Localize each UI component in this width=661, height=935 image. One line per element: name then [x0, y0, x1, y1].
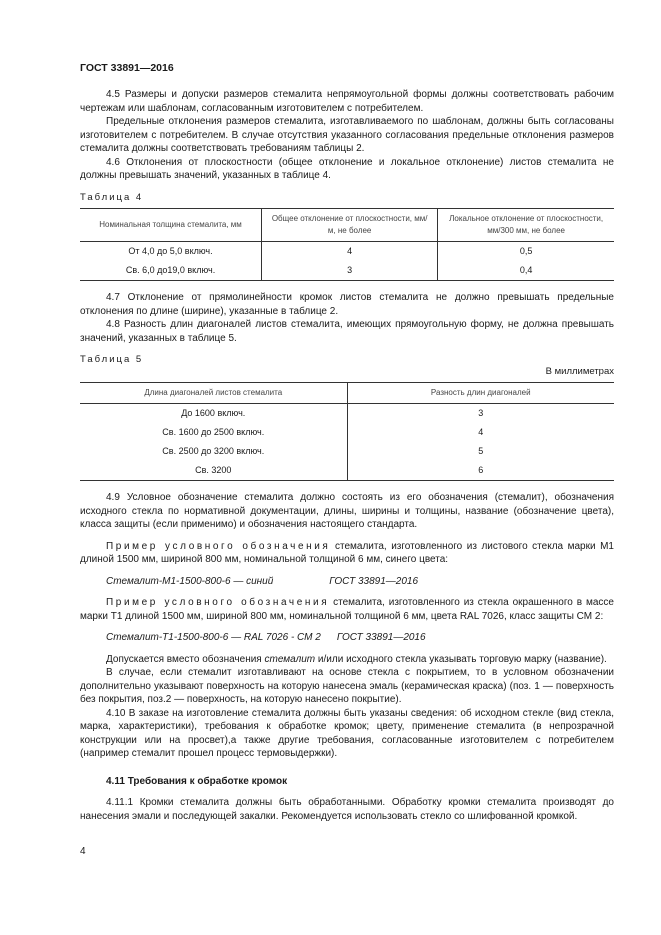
- table-cell: 4: [262, 242, 438, 262]
- example-1-text: стемалита, изготовленного из листового стекла марки М1 длиной 1500 мм, шириной 800 мм, номинальной толщиной 6 мм, синего цвета:: [80, 540, 614, 565]
- standard-header: ГОСТ 33891—2016: [80, 62, 174, 74]
- table-row: [80, 423, 614, 442]
- table-row: [80, 261, 614, 281]
- example-1-designation: Стемалит-М1-1500-800-6 — синий: [106, 575, 274, 587]
- italic-term: стемалит: [264, 653, 316, 665]
- table-cell: 5: [347, 442, 614, 461]
- paragraph-coated-glass: В случае, если стемалит изготавливают на основе стекла с покрытием, то в условном обозначении дополнительно указывают поверхность на которую нанесена эмаль (керамическая краска) (поз. 1 — поверхность без покрытия, поз.2 — поверхность, на которую нанесено покрытие).: [80, 667, 614, 705]
- example-label: Пример условного обозначения: [106, 597, 330, 608]
- example-2-text: стемалита, изготовленного из стекла окрашенного в массе марки Т1 длиной 1500 мм, шириной 800 мм, номинальной толщиной 6 мм, цвета RAL 7026, класс защиты СМ 2:: [80, 597, 614, 622]
- paragraph-4-6: 4.6 Отклонения от плоскостности (общее отклонение и локальное отклонение) листов стемалита не должны превышать значений, указанных в таблице 4.: [80, 156, 614, 181]
- table-4-header: Номинальная толщина стемалита, мм: [80, 209, 262, 242]
- table-cell: Св. 2500 до 3200 включ.: [80, 442, 347, 461]
- table-cell: 6: [347, 461, 614, 481]
- table-cell: 3: [262, 261, 438, 281]
- paragraph-4-5: 4.5 Размеры и допуски размеров стемалита непрямоугольной формы должны соответствовать рабочим чертежам или шаблонам, согласованным изготовителем с потребителем.: [80, 89, 614, 114]
- paragraph-4-9: 4.9 Условное обозначение стемалита должно состоять из его обозначения (стемалит), обозначения исходного стекла по нормативной документации, длины, ширины и толщины, название (обозначение цвета), класса защиты (если применимо) и обозначения настоящего стандарта.: [80, 492, 614, 530]
- table-cell: 4: [347, 423, 614, 442]
- paragraph-4-7: 4.7 Отклонение от прямолинейности кромок листов стемалита не должно превышать предельные отклонения по длине (ширине), указанные в таблице 2.: [80, 292, 614, 317]
- paragraph-4-10: 4.10 В заказе на изготовление стемалита должны быть указаны сведения: об исходном стекле (вид стекла, марка, характеристики), требования к обработке кромок; цвету, применение стемалита (в непрозрачной конструкции или на просвет),а также другие требования, согласованные изготовителем с потребителем (например стемалит прошел процесс термовыдержки).: [80, 707, 614, 759]
- table-5-header: Разность длин диагоналей: [347, 383, 614, 404]
- page-number: 4: [80, 846, 86, 857]
- example-2-designation-line: [80, 631, 614, 645]
- table-row: [80, 461, 614, 481]
- table-4-header: Общее отклонение от плоскостности, мм/м, не более: [262, 209, 438, 242]
- paragraph-text: и/или исходного стекла указывать торговую марку (название).: [315, 653, 607, 665]
- paragraph-4-5-deviations: Предельные отклонения размеров стемалита, изготавливаемого по шаблонам, должны быть согласованы изготовителем с потребителем. В случае отсутствия указанного согласования предельные отклонения размеров стемалита должны соответствовать требованиям таблицы 2.: [80, 116, 614, 154]
- table-cell: 0,5: [438, 242, 614, 262]
- table-cell: Св. 6,0 до19,0 включ.: [80, 261, 262, 281]
- table-cell: Св. 3200: [80, 461, 347, 481]
- example-2-standard: ГОСТ 33891—2016: [336, 632, 426, 643]
- example-1-standard: ГОСТ 33891—2016: [329, 575, 419, 587]
- section-heading-4-11: 4.11 Требования к обработке кромок: [106, 775, 288, 787]
- table-5-units: В миллиметрах: [545, 365, 614, 377]
- paragraph-text: Допускается вместо обозначения: [106, 653, 265, 665]
- paragraph-trade-name: [80, 653, 614, 667]
- table-5-caption: Таблица 5: [80, 354, 144, 365]
- example-2-designation: Стемалит-Т1-1500-800-6 — RAL 7026 - СМ 2: [106, 632, 321, 643]
- table-4: [80, 208, 614, 281]
- table-cell: 0,4: [438, 261, 614, 281]
- table-row: [80, 242, 614, 262]
- page-content: [80, 88, 614, 823]
- example-label: Пример условного обозначения: [106, 540, 331, 552]
- example-2: [80, 596, 614, 623]
- example-1: [80, 540, 614, 567]
- paragraph-4-8: 4.8 Разность длин диагоналей листов стемалита, имеющих прямоугольную форму, не должна превышать значений, указанных в таблице 5.: [80, 319, 614, 344]
- table-4-caption: Таблица 4: [80, 191, 144, 203]
- table-row: [80, 404, 614, 424]
- example-1-designation-line: [80, 575, 614, 589]
- table-5: [80, 382, 614, 481]
- table-cell: От 4,0 до 5,0 включ.: [80, 242, 262, 262]
- table-cell: Св. 1600 до 2500 включ.: [80, 423, 347, 442]
- table-5-header: Длина диагоналей листов стемалита: [80, 383, 347, 404]
- table-row: [80, 442, 614, 461]
- table-cell: До 1600 включ.: [80, 404, 347, 424]
- table-cell: 3: [347, 404, 614, 424]
- table-4-header: Локальное отклонение от плоскостности, мм/300 мм, не более: [438, 209, 614, 242]
- paragraph-4-11-1: 4.11.1 Кромки стемалита должны быть обработанными. Обработку кромки стемалита производят до нанесения эмали и последующей закалки. Рекомендуется использовать стекло со шлифованной кромкой.: [80, 797, 614, 822]
